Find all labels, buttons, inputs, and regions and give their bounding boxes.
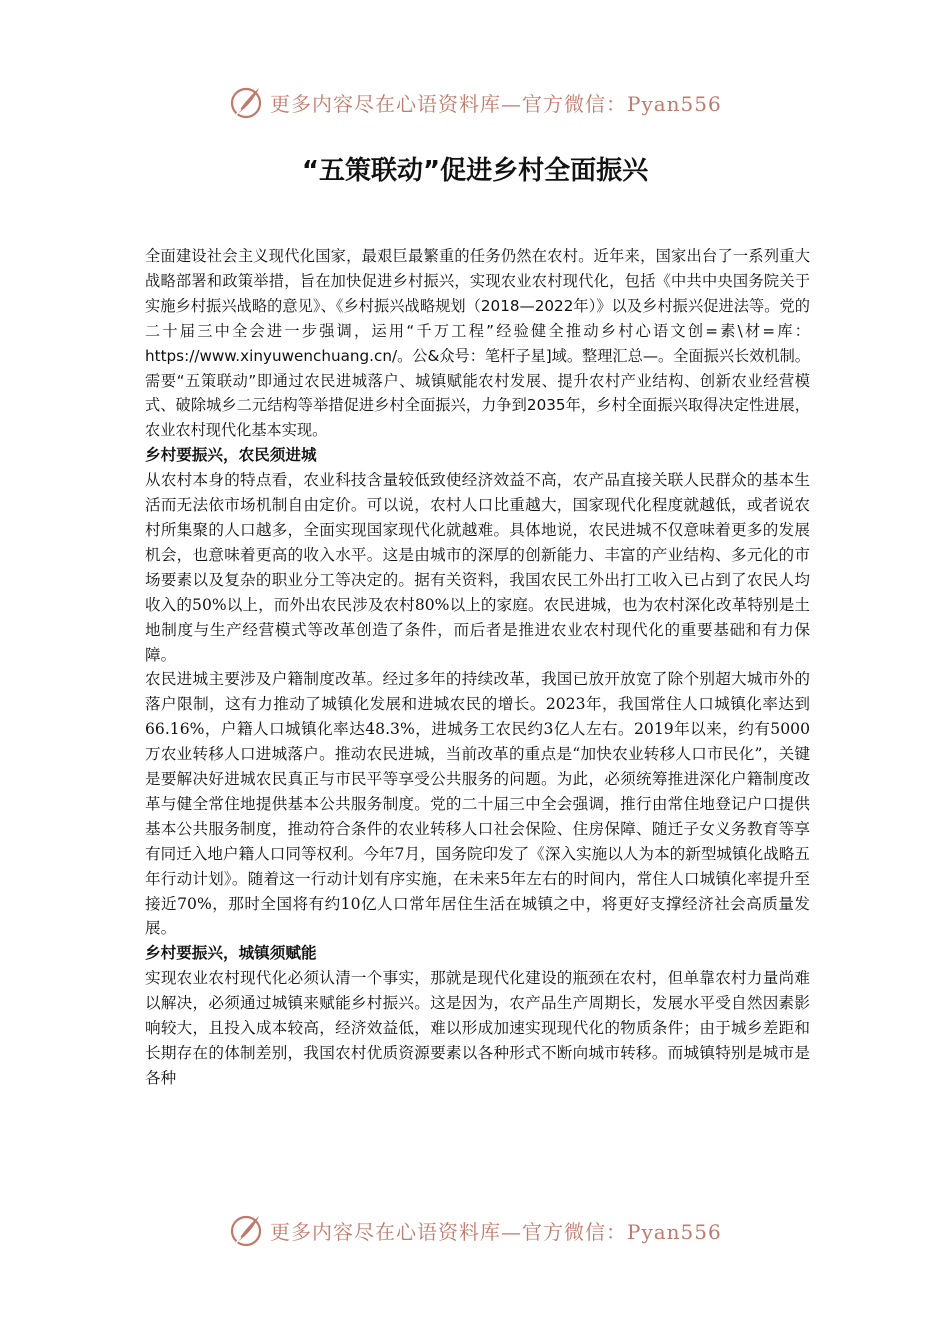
document-body (145, 244, 810, 1091)
quill-pen-logo-icon (228, 1212, 264, 1248)
watermark-text: 更多内容尽在心语资料库—官方微信：Pyan556 (270, 91, 722, 116)
section1-paragraph-1: 从农村本身的特点看，农业科技含量较低致使经济效益不高，农产品直接关联人民群众的基本生活而无法依市场机制自由定价。可以说，农村人口比重越大，国家现代化程度就越低，或者说农村所集聚的人口越多，全面实现国家现代化就越难。具体地说，农民进城不仅意味着更多的发展机会，也意味着更高的收入水平。这是由城市的深厚的创新能力、丰富的产业结构、多元化的市场要素以及复杂的职业分工等决定的。据有关资料，我国农民工外出打工收入已占到了农民人均收入的50%以上，而外出农民涉及农村80%以上的家庭。农民进城，也为农村深化改革特别是土地制度与生产经营模式等改革创造了条件，而后者是推进农业农村现代化的重要基础和有力保障。 (145, 471, 810, 664)
section-heading-towns-empower: 乡村要振兴，城镇须赋能 (145, 944, 317, 963)
section-heading-farmers-to-cities: 乡村要振兴，农民须进城 (145, 446, 317, 465)
section2-paragraph-1: 实现农业农村现代化必须认清一个事实，那就是现代化建设的瓶颈在农村，但单靠农村力量尚难以解决，必须通过城镇来赋能乡村振兴。这是因为，农产品生产周期长，发展水平受自然因素影响较大，且投入成本较高，经济效益低，难以形成加速实现现代化的物质条件；由于城乡差距和长期存在的体制差别，我国农村优质资源要素以各种形式不断向城市转移。而城镇特别是城市是各种 (145, 969, 810, 1087)
quill-pen-logo-icon (228, 84, 264, 120)
watermark-footer (228, 1210, 722, 1250)
watermark-text: 更多内容尽在心语资料库—官方微信：Pyan556 (270, 1219, 722, 1244)
document-title: “五策联动”促进乡村全面振兴 (301, 156, 649, 186)
intro-paragraph: 全面建设社会主义现代化国家，最艰巨最繁重的任务仍然在农村。近年来，国家出台了一系列重大战略部署和政策举措，旨在加快促进乡村振兴，实现农业农村现代化，包括《中共中央国务院关于实施乡村振兴战略的意见》、《乡村振兴战略规划（2018—2022年）》以及乡村振兴促进法等。党的二十届三中全会进一步强调，运用“千万工程”经验健全推动乡村心语文创=素\材=库：https://www.xinyuwenchuang.cn/。公&众号：笔杆子星]域。整理汇总—。全面振兴长效机制。需要“五策联动”即通过农民进城落户、城镇赋能农村发展、提升农村产业结构、创新农业经营模式、破除城乡二元结构等举措促进乡村全面振兴，力争到2035年，乡村全面振兴取得决定性进展，农业农村现代化基本实现。 (145, 247, 810, 440)
section1-paragraph-2: 农民进城主要涉及户籍制度改革。经过多年的持续改革，我国已放开放宽了除个别超大城市外的落户限制，这有力推动了城镇化发展和进城农民的增长。2023年，我国常住人口城镇化率达到66.16%，户籍人口城镇化率达48.3%，进城务工农民约3亿人左右。2019年以来，约有5000万农业转移人口进城落户。推动农民进城，当前改革的重点是“加快农业转移人口市民化”，关键是要解决好进城农民真正与市民平等享受公共服务的问题。为此，必须统筹推进深化户籍制度改革与健全常住地提供基本公共服务制度。党的二十届三中全会强调，推行由常住地登记户口提供基本公共服务制度，推动符合条件的农业转移人口社会保险、住房保障、随迁子女义务教育等享有同迁入地户籍人口同等权利。今年7月，国务院印发了《深入实施以人为本的新型城镇化战略五年行动计划》。随着这一行动计划有序实施，在未来5年左右的时间内，常住人口城镇化率提升至接近70%，那时全国将有约10亿人口常年居住生活在城镇之中，将更好支撑经济社会高质量发展。 (145, 670, 810, 938)
watermark-header (228, 82, 722, 122)
